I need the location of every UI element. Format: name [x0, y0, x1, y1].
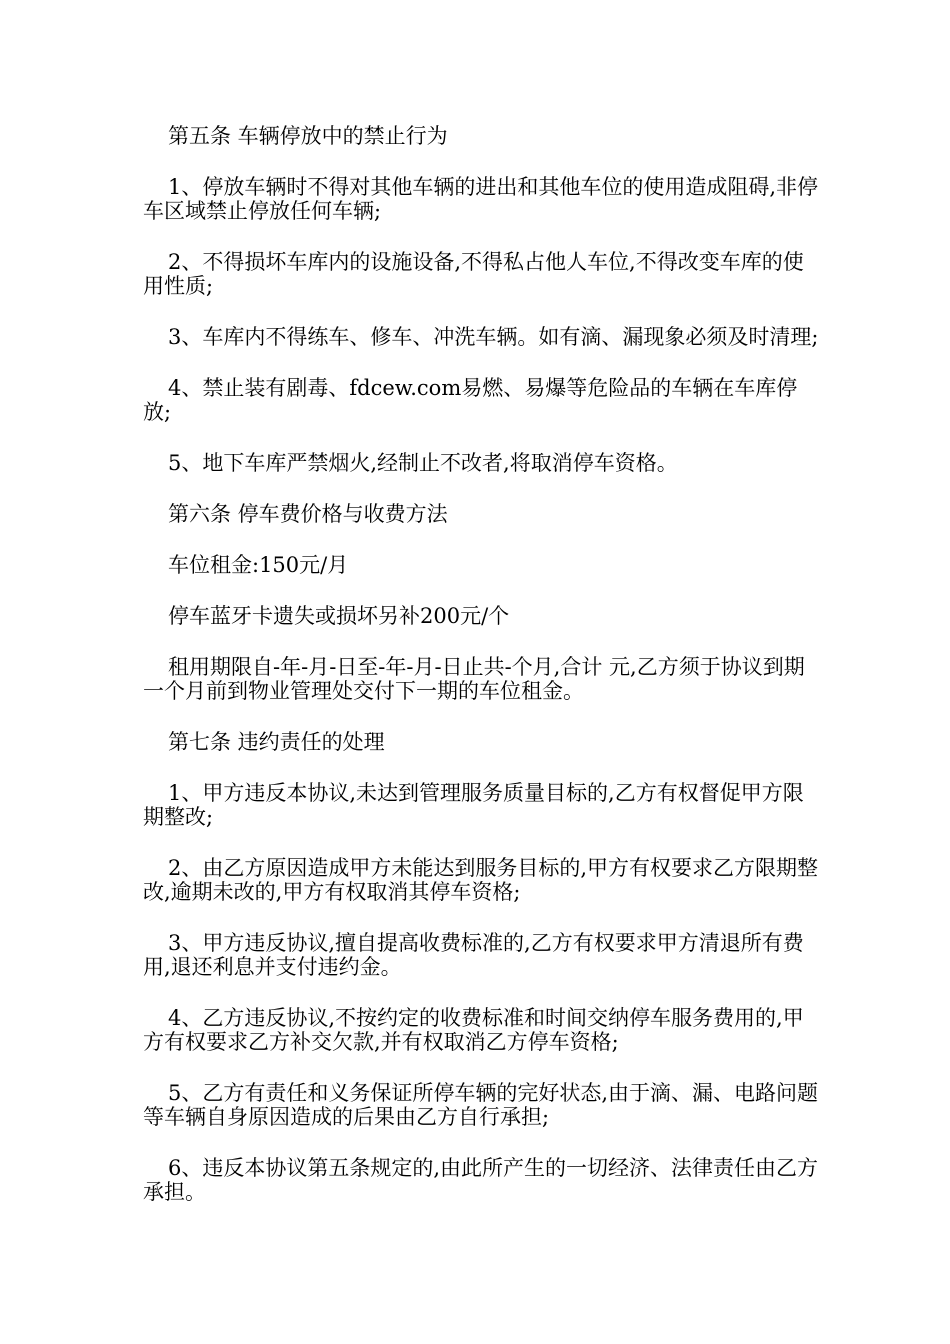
- article-5-item-4: 4、禁止装有剧毒、fdcew.com易燃、易爆等危险品的车辆在车库停放;: [143, 376, 798, 424]
- article-5-item-1: 1、停放车辆时不得对其他车辆的进出和其他车位的使用造成阻碍,非停车区域禁止停放任何车辆;: [143, 175, 819, 223]
- article-7-item-6: 6、违反本协议第五条规定的,由此所产生的一切经济、法律责任由乙方承担。: [143, 1156, 819, 1204]
- article-5-item-5: 5、地下车库严禁烟火,经制止不改者,将取消停车资格。: [168, 451, 678, 475]
- card-replacement-fee: 停车蓝牙卡遗失或损坏另补200元/个: [168, 604, 510, 628]
- article-7-item-1: 1、甲方违反本协议,未达到管理服务质量目标的,乙方有权督促甲方限期整改;: [143, 781, 804, 829]
- article-7-item-3: 3、甲方违反协议,擅自提高收费标准的,乙方有权要求甲方清退所有费用,退还利息并支付违约金。: [143, 931, 804, 979]
- article-5-heading: 第五条 车辆停放中的禁止行为: [168, 124, 448, 148]
- rental-period: 租用期限自-年-月-日至-年-月-日止共-个月,合计 元,乙方须于协议到期一个月前到物业管理处交付下一期的车位租金。: [143, 655, 805, 703]
- article-7-item-2: 2、由乙方原因造成甲方未能达到服务目标的,甲方有权要求乙方限期整改,逾期未改的,甲方有权取消其停车资格;: [143, 856, 819, 904]
- article-5-item-2: 2、不得损坏车库内的设施设备,不得私占他人车位,不得改变车库的使用性质;: [143, 250, 804, 298]
- article-7-heading: 第七条 违约责任的处理: [168, 730, 385, 754]
- parking-rent: 车位租金:150元/月: [168, 553, 349, 577]
- article-5-item-3: 3、车库内不得练车、修车、冲洗车辆。如有滴、漏现象必须及时清理;: [168, 325, 819, 349]
- article-7-item-4: 4、乙方违反协议,不按约定的收费标准和时间交纳停车服务费用的,甲方有权要求乙方补交欠款,并有权取消乙方停车资格;: [143, 1006, 804, 1054]
- article-7-item-5: 5、乙方有责任和义务保证所停车辆的完好状态,由于滴、漏、电路问题等车辆自身原因造成的后果由乙方自行承担;: [143, 1081, 819, 1129]
- document-body: [143, 124, 823, 1231]
- article-6-heading: 第六条 停车费价格与收费方法: [168, 502, 448, 526]
